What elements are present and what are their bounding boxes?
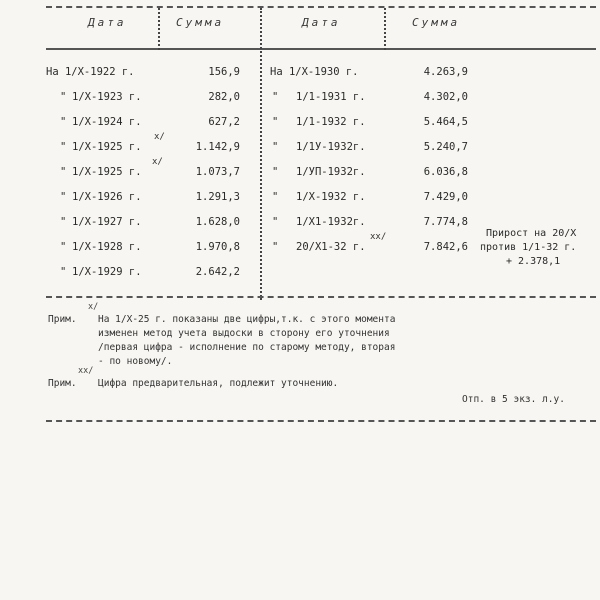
top-rule (46, 6, 596, 8)
left-row-sum: 1.970,8 (195, 241, 240, 253)
right-row-date: 1/1-1931 г. (296, 91, 366, 103)
col-sep-2 (260, 8, 262, 300)
left-row-date: 1/Х-1925 г. (72, 166, 142, 178)
left-row-date: 1/Х-1927 г. (72, 216, 142, 228)
ditto-mark: " (60, 91, 67, 103)
growth-note-line2: против 1/1-32 г. (480, 242, 577, 253)
growth-note-line3: + 2.378,1 (506, 256, 561, 267)
note-1-line3: /первая цифра - исполнение по старому методу, вторая (98, 342, 396, 353)
right-row-sum: 7.842,6 (423, 241, 468, 253)
left-row-sum: 2.642,2 (195, 266, 240, 278)
ditto-mark: " (272, 241, 279, 253)
growth-note-line1: Прирост на 20/Х (486, 228, 577, 239)
col-sep-1 (158, 8, 160, 50)
left-row-date: 1/Х-1928 г. (72, 241, 142, 253)
footnote-mark-xx: хх/ (370, 232, 387, 242)
footnote-mark-x: х/ (152, 157, 163, 167)
right-row-date: На 1/Х-1930 г. (270, 66, 359, 78)
ditto-mark: " (60, 116, 67, 128)
note-1-line2: изменен метод учета выдоски в сторону его уточнения (98, 328, 390, 339)
ditto-mark: " (272, 91, 279, 103)
note-1-label: Прим. (48, 314, 77, 325)
left-row-sum: 627,2 (208, 116, 240, 128)
right-row-date: 1/1У-1932г. (296, 141, 366, 153)
footnote-mark-xx: хх/ (78, 366, 94, 376)
note-1-line1: На 1/Х-25 г. показаны две цифры,т.к. с этого момента (98, 314, 396, 325)
ditto-mark: " (60, 166, 67, 178)
copies-note: Отп. в 5 экз. л.у. (462, 394, 565, 405)
left-row-date: 1/Х-1924 г. (72, 116, 142, 128)
right-row-date: 20/Х1-32 г. (296, 241, 366, 253)
ditto-mark: " (272, 116, 279, 128)
col-sep-3 (384, 8, 386, 50)
left-row-date: 1/Х-1923 г. (72, 91, 142, 103)
left-row-sum: 1.073,7 (195, 166, 240, 178)
left-row-date: 1/Х-1926 г. (72, 191, 142, 203)
ditto-mark: " (60, 191, 67, 203)
note-2-label: Прим. (48, 378, 77, 389)
left-row-sum: 1.291,3 (195, 191, 240, 203)
header-sum-right: Сумма (412, 16, 461, 29)
ditto-mark: " (272, 141, 279, 153)
footnote-mark-x: х/ (154, 132, 165, 142)
ditto-mark: " (272, 191, 279, 203)
header-rule (46, 48, 596, 50)
right-row-sum: 5.464,5 (423, 116, 468, 128)
left-row-sum: 282,0 (208, 91, 240, 103)
header-date-left: Дата (88, 16, 127, 29)
footnote-mark-x: х/ (88, 302, 99, 312)
ditto-mark: " (272, 166, 279, 178)
bottom-rule (46, 420, 596, 422)
left-row-date: На 1/Х-1922 г. (46, 66, 135, 78)
left-row-date: 1/Х-1929 г. (72, 266, 142, 278)
ditto-mark: " (60, 241, 67, 253)
left-row-sum: 1.142,9 (195, 141, 240, 153)
note-1-line4: - по новому/. (98, 356, 173, 367)
ditto-mark: " (60, 216, 67, 228)
right-row-date: 1/УП-1932г. (296, 166, 366, 178)
right-row-sum: 5.240,7 (423, 141, 468, 153)
right-row-sum: 7.429,0 (423, 191, 468, 203)
right-row-sum: 7.774,8 (423, 216, 468, 228)
right-row-date: 1/Х-1932 г. (296, 191, 366, 203)
left-row-sum: 156,9 (208, 66, 240, 78)
header-date-right: Дата (302, 16, 341, 29)
table-bottom-rule (46, 296, 596, 298)
left-row-sum: 1.628,0 (195, 216, 240, 228)
ditto-mark: " (60, 141, 67, 153)
ditto-mark: " (272, 216, 279, 228)
right-row-sum: 4.302,0 (423, 91, 468, 103)
right-row-date: 1/Х1-1932г. (296, 216, 366, 228)
right-row-date: 1/1-1932 г. (296, 116, 366, 128)
left-row-date: 1/Х-1925 г. (72, 141, 142, 153)
right-row-sum: 4.263,9 (423, 66, 468, 78)
note-2-text: Цифра предварительная, подлежит уточнению. (98, 378, 339, 389)
header-sum-left: Сумма (176, 16, 225, 29)
right-row-sum: 6.036,8 (423, 166, 468, 178)
ditto-mark: " (60, 266, 67, 278)
